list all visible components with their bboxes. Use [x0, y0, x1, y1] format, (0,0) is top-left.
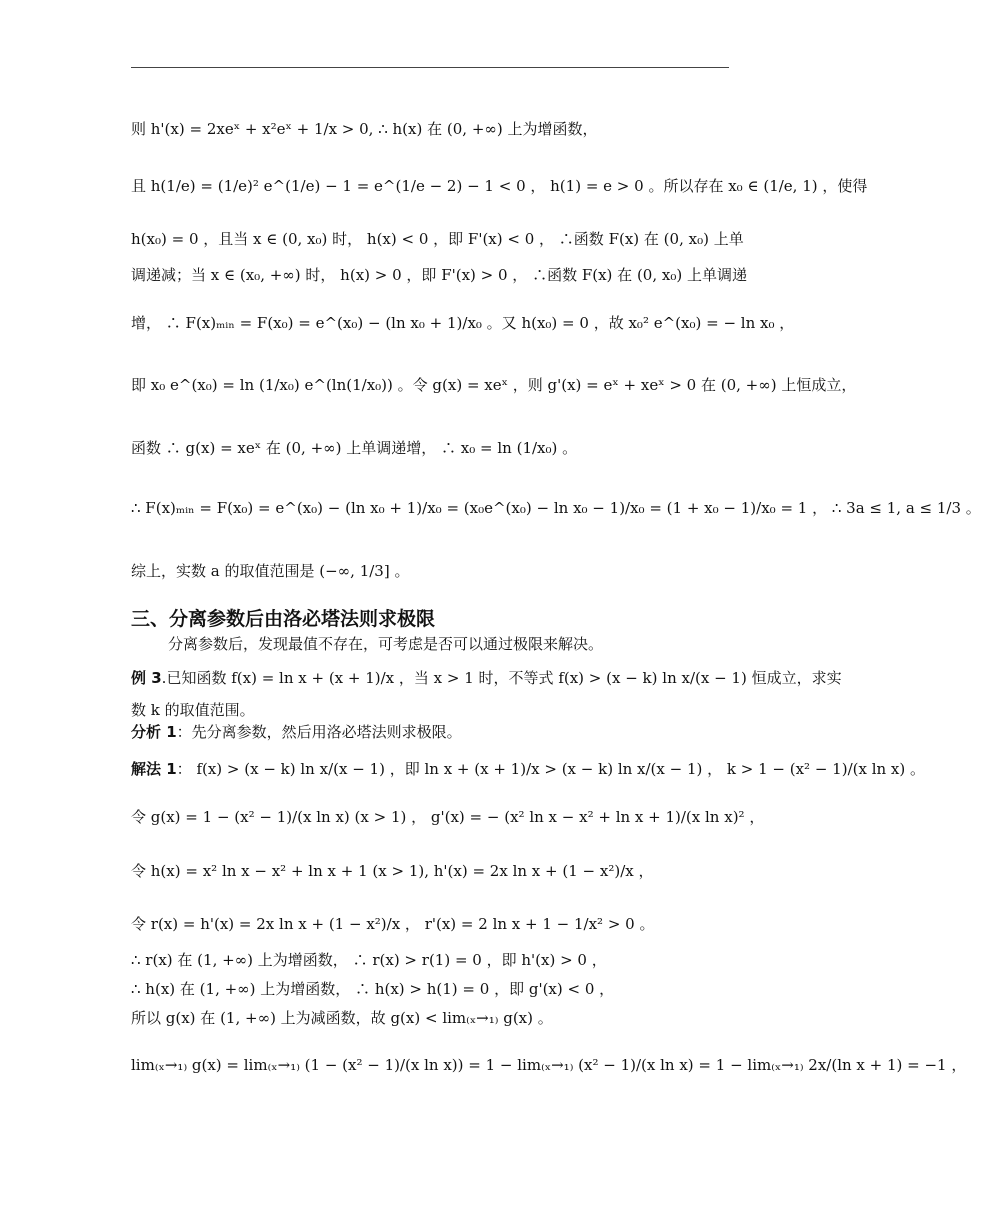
header-rule [131, 67, 729, 68]
line-text: 综上，实数 a 的取值范围是 (−∞, 1/3] 。 [131, 562, 410, 580]
line-text: 令 h(x) = x² ln x − x² + ln x + 1 (x > 1), h'(x) = 2x ln x + (1 − x²)/x ， [131, 862, 654, 880]
line-text: h(x₀) = 0 ，且当 x ∈ (0, x₀) 时， h(x) < 0 ，即 F'(x) < 0 ， ∴函数 F(x) 在 (0, x₀) 上单 [131, 230, 744, 248]
line-text: 即 x₀ e^(x₀) = ln (1/x₀) e^(ln(1/x₀)) 。令 g(x) = xeˣ ，则 g'(x) = eˣ + xeˣ > 0 在 (0, +∞) 上恒成立， [131, 376, 857, 394]
text-line [131, 667, 842, 689]
text-line [131, 374, 857, 396]
line-text: ∴ h(x) 在 (1, +∞) 上为增函数， ∴ h(x) > h(1) = 0 ，即 g'(x) < 0 ， [131, 980, 615, 998]
line-text: 调递减；当 x ∈ (x₀, +∞) 时， h(x) > 0 ，即 F'(x) > 0 ， ∴函数 F(x) 在 (0, x₀) 上单调递 [131, 266, 747, 284]
text-line [131, 978, 731, 1000]
line-text: 数 k 的取值范围。 [131, 701, 255, 719]
text-line [131, 699, 731, 721]
line-text: 令 r(x) = h'(x) = 2x ln x + (1 − x²)/x ， r'(x) = 2 ln x + 1 − 1/x² > 0 。 [131, 915, 655, 933]
section-heading: 三、分离参数后由洛必塔法则求极限 [131, 608, 436, 630]
bold-lead: 解法 1 [131, 760, 177, 778]
text-line [168, 633, 768, 655]
text-line [131, 721, 731, 743]
line-text: ： f(x) > (x − k) ln x/(x − 1) ，即 ln x + (x + 1)/x > (x − k) ln x/(x − 1) ， k > 1 − (x² − 1)/(x ln x) 。 [176, 760, 926, 778]
text-line [131, 1007, 731, 1029]
line-text: ∴ r(x) 在 (1, +∞) 上为增函数， ∴ r(x) > r(1) = 0 ，即 h'(x) > 0 ， [131, 951, 607, 969]
line-text: ：先分离参数，然后用洛必塔法则求极限。 [176, 723, 462, 741]
text-line [131, 949, 731, 971]
text-line [131, 312, 795, 334]
line-text: 令 g(x) = 1 − (x² − 1)/(x ln x) (x > 1) ， g'(x) = − (x² ln x − x² + ln x + 1)/(x ln x)² ， [131, 808, 765, 826]
text-line [131, 228, 744, 250]
text-line [131, 860, 731, 882]
text-line [131, 118, 731, 140]
text-line [131, 175, 868, 197]
bold-lead: 分析 1 [131, 723, 177, 741]
text-line [131, 1054, 967, 1076]
line-text: 分离参数后，发现最值不存在，可考虑是否可以通过极限来解决。 [168, 635, 604, 653]
line-text: .已知函数 f(x) = ln x + (x + 1)/x ，当 x > 1 时，不等式 f(x) > (x − k) ln x/(x − 1) 恒成立，求实 [161, 669, 842, 687]
text-line [131, 806, 765, 828]
text-line [131, 758, 926, 780]
text-line [131, 264, 747, 286]
text-line [131, 497, 981, 519]
line-text: 函数 ∴ g(x) = xeˣ 在 (0, +∞) 上单调递增， ∴ x₀ = ln (1/x₀) 。 [131, 439, 578, 457]
text-line [131, 437, 731, 459]
line-text: ∴ F(x)ₘᵢₙ = F(x₀) = e^(x₀) − (ln x₀ + 1)/x₀ = (x₀e^(x₀) − ln x₀ − 1)/x₀ = (1 + x₀ − 1)/x₀ = 1 ， ∴ 3a ≤ 1, a ≤ 1/3 。 [131, 499, 981, 517]
line-text: 且 h(1/e) = (1/e)² e^(1/e) − 1 = e^(1/e − 2) − 1 < 0 ， h(1) = e > 0 。所以存在 x₀ ∈ (1/e, 1) ，使得 [131, 177, 868, 195]
line-text: 所以 g(x) 在 (1, +∞) 上为减函数，故 g(x) < lim₍ₓ→₁₎ g(x) 。 [131, 1009, 553, 1027]
line-text: lim₍ₓ→₁₎ g(x) = lim₍ₓ→₁₎ (1 − (x² − 1)/(x ln x)) = 1 − lim₍ₓ→₁₎ (x² − 1)/(x ln x) = 1 − lim₍ₓ→₁₎ 2x/(ln x + 1) = −1 ， [131, 1056, 967, 1074]
line-text: 增， ∴ F(x)ₘᵢₙ = F(x₀) = e^(x₀) − (ln x₀ + 1)/x₀ 。又 h(x₀) = 0 ，故 x₀² e^(x₀) = − ln x₀ ， [131, 314, 795, 332]
text-line [131, 913, 731, 935]
text-line [131, 560, 731, 582]
bold-lead: 例 3 [131, 669, 162, 687]
line-text: 则 h'(x) = 2xeˣ + x²eˣ + 1/x > 0, ∴ h(x) 在 (0, +∞) 上为增函数， [131, 120, 598, 138]
